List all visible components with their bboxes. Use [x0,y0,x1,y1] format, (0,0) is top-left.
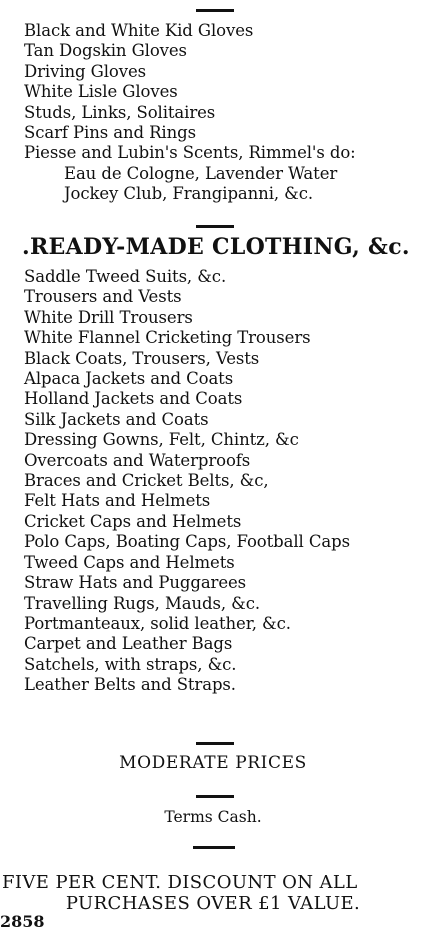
top-rule [196,9,234,12]
clothing-item: Dressing Gowns, Felt, Chintz, &c [24,430,299,450]
accessory-item: Black and White Kid Gloves [24,21,254,40]
clothing-item: White Flannel Cricketing Trousers [24,328,311,348]
clothing-item: Braces and Cricket Belts, &c, [24,471,269,491]
terms-cash: Terms Cash. [164,808,262,826]
accessory-item: White Lisle Gloves [24,82,178,102]
clothing-list [24,267,350,696]
clothing-item: Leather Belts and Straps. [24,675,236,695]
section-rule [196,795,234,798]
clothing-item: Black Coats, Trousers, Vests [24,348,260,368]
clothing-heading: .READY-MADE CLOTHING, &c. [22,234,410,260]
moderate-prices: MODERATE PRICES [119,753,307,773]
accessory-item: Scarf Pins and Rings [24,123,196,143]
clothing-item: Cricket Caps and Helmets [24,511,242,531]
ad-number: 2858 [0,912,45,931]
clothing-item: Trousers and Vests [24,287,182,307]
section-rule [193,846,235,849]
accessory-item: Studs, Links, Solitaires [24,102,216,122]
clothing-item: Saddle Tweed Suits, &c. [24,267,227,286]
accessory-item: Tan Dogskin Gloves [24,41,187,61]
section-rule [196,225,234,228]
clothing-item: Satchels, with straps, &c. [24,654,237,674]
accessory-item: Driving Gloves [24,61,146,81]
accessory-item: Eau de Cologne, Lavender Water [64,163,338,183]
clothing-item: Straw Hats and Puggarees [24,573,247,593]
clothing-item: Polo Caps, Boating Caps, Football Caps [24,532,350,552]
discount-line-2: PURCHASES OVER £1 VALUE. [65,893,361,914]
clothing-item: Portmanteaux, solid leather, &c. [24,613,291,633]
clothing-item: Holland Jackets and Coats [24,389,243,409]
clothing-item: Felt Hats and Helmets [24,491,211,511]
clothing-item: Travelling Rugs, Mauds, &c. [24,593,261,613]
accessories-list [24,21,356,205]
clothing-item: White Drill Trousers [24,307,193,327]
section-rule [196,742,234,745]
discount-line-1: FIVE PER CENT. DISCOUNT ON ALL [2,872,358,893]
clothing-item: Alpaca Jackets and Coats [24,369,234,389]
accessory-item: Jockey Club, Frangipanni, &c. [64,184,314,204]
clothing-item: Silk Jackets and Coats [24,409,209,429]
accessory-item: Piesse and Lubin's Scents, Rimmel's do: [24,143,356,163]
clothing-item: Carpet and Leather Bags [24,634,233,654]
clothing-item: Overcoats and Waterproofs [24,450,251,470]
clothing-item: Tweed Caps and Helmets [24,552,235,572]
